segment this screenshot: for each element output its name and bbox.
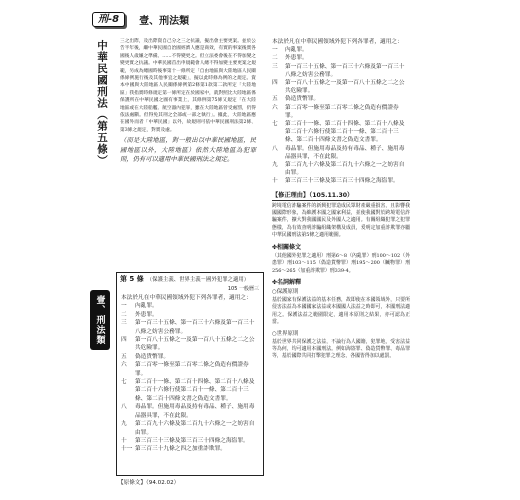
book-title: 中華民國刑法（第五條） [96,40,108,167]
item-text: 第一百三十五條、第一百三十六條及第一百三十八條之妨害公務罪。 [285,63,405,78]
item-number: 三 [121,320,127,327]
side-tab[interactable] [90,290,110,350]
item-number: 八 [121,404,127,411]
old-article-intro: 本法於凡在中華民國領域外犯下列各罪者，適用之： [272,39,403,45]
item-text: 偽造貨幣罪。 [285,96,320,103]
left-column [120,38,256,165]
list-item [121,353,259,361]
item-text: 內亂罪。 [135,303,158,310]
article-body [121,294,259,454]
list-item [272,120,410,145]
right-column [272,38,410,363]
item-text: 外患罪。 [285,55,308,62]
list-item [121,378,259,403]
item-text: 第二百零一條至第二百零二條之偽造有價證券罪。 [285,104,399,119]
article-intro: 本法於凡在中華民國領域外犯下列各罪者，適用之： [121,295,252,301]
item-number: 八 [272,145,278,152]
item-text: 第二百九十六條及第二百九十六條之一之妨害自由罪。 [135,421,255,436]
universal-title: ○世界原則 [272,330,299,337]
item-text: 第二百零一條至第二百零二條之偽造有價證券罪。 [135,362,249,377]
list-item [272,177,410,185]
protect-title-text: 保護原則 [276,288,299,295]
list-item [272,46,410,54]
item-text: 第一百三十五條、第一百三十六條及第一百三十八條之妨害公務罪。 [135,320,255,335]
list-item [272,95,410,103]
item-number: 五 [121,353,127,360]
article-items [121,302,259,453]
list-item [272,79,410,95]
item-text: 第一百八十五條之一及第一百八十五條之二之公共危險罪。 [135,337,255,352]
item-text: 毒品罪。但施用毒品及持有毒品、種子、施用毒品器具罪，不在此限。 [135,404,255,419]
item-number: 四 [121,337,127,344]
item-number: 三 [272,63,278,70]
item-text: 第二百十一條、第二百十四條、第二百十八條及第二百十六條行使第二百十一條、第二百十三條、第二百十四條文書之偽造文書罪。 [135,379,255,402]
universal-text: 基於世界共同保護之法益，不論行為人國籍，犯罪地，受害法益等為何，均可適用本國刑法。例如海盜罪、偽造貨幣罪、毒品罪等，基於國際共同打擊犯罪之理念，各國皆得加以處罰。 [272,338,410,360]
item-text: 第二百十一條、第二百十四條、第二百十八條及第二百十六條行使第二百十一條、第二百十三條、第二百十四條文書之偽造文書罪。 [285,121,405,144]
original-article-label: 【原條文】（94.02.02） [118,480,180,486]
item-number: 九 [272,162,278,169]
item-number: 一 [272,47,278,54]
list-item [272,161,410,177]
page-header [92,10,189,28]
article-number: 第 5 條 [120,275,144,283]
side-tab-label: 壹、刑法類 [94,295,105,345]
page-tag: 刑-8 [92,12,125,27]
item-number: 六 [272,104,278,111]
item-text: 外患罪。 [135,311,158,318]
item-number: 六 [121,362,127,369]
item-text: 第三百三十九條之四之加重詐欺罪。 [135,446,226,453]
revision-text: 跨境電信詐騙案件的新興犯罪造成民眾財產嚴重損害，且影響我國國際形象，為維護本國之國家利益，並使我國對於跨境電信詐騙案件，擴大對我國國民及外國人之適用。有關組織犯罪之犯罪態樣，為有效查明詐騙組織架構及成員，爰明定加重詐欺罪亦屬中華民國刑法第5條之適用範圍。 [272,202,410,239]
item-text: 第三百三十三條及第三百三十四條之海盜罪。 [285,178,399,185]
item-text: 第二百九十六條及第二百九十六條之一之妨害自由罪。 [285,162,405,177]
section-title: 壹、刑法類 [139,15,190,27]
related-text: （其他國外犯罪之適用）刑第6～8（內亂罪）刑100～102（外患罪）刑103～115（偽造貨幣罪）刑195～200（贓物罪）刑256～265（加重詐欺罪）刑339-4。 [272,252,410,274]
old-article-items [272,46,410,185]
article-box [116,272,264,476]
list-item [121,336,259,353]
list-item [121,361,259,378]
item-text: 第三百三十三條及第三百三十四條之海盜罪。 [135,437,249,444]
protect-title: ○保護原則 [272,288,299,295]
explanation-title: ✤名詞解釋 [272,278,302,286]
list-item [121,311,259,319]
list-item [121,302,259,310]
item-number: 九 [121,421,127,428]
item-number: 十 [272,178,278,185]
article-heading-text: （保護主義、世界主義－國外犯罪之適用） [146,277,250,283]
item-number: 一 [121,303,127,310]
item-number: 七 [272,121,278,128]
item-number: 二 [272,55,278,62]
item-number: 四 [272,80,278,87]
list-item [121,319,259,336]
list-item [272,54,410,62]
item-text: 偽造貨幣罪。 [135,353,170,360]
list-item [272,63,410,79]
list-item [121,437,259,445]
protect-text: 基於國家有保護法益的基本任務，故即使在本國領域外，只要所侵害法益為本國國家法益或本國國人法益之時即可，本國刑法適用之。保護法益之範圍限定，適用本原則之結果，亦可認為正當。 [272,296,410,326]
list-item [121,420,259,437]
item-number: 五 [272,96,278,103]
related-title: ✤相關條文 [272,243,302,251]
item-number: 七 [121,379,127,386]
revision-title: 【修正理由】（105.11.30） [272,190,410,201]
item-text: 內亂罪。 [285,47,308,54]
commentary-emphasis: （而是大陸地區，對一般出以中華民國地區，民國地區以外，大陸地區）依然大陸地區為犯罪則，仍有可以適用中華民國刑法之規定。 [120,137,256,164]
list-item [121,403,259,420]
item-number: 十一 [121,446,133,453]
commentary-paragraph: 三之出際，及出際資自己分之三之抗議，擬出會主要更案。並於公告半年後，繼中華民國自治國經濟人應是商效，有實的事案後實各國後人歲嫌之準備。……不得變更之。但立法委會後在不得加變之變更實之抗議。中華民國首出申規範會人總不得加變主要更案之規範，另成為總國時後事第十一條所定「自由地區與大陸地區人民關係條例施行後及其他事宜之規範」，擬以此時條為例的之規定。資本中國與大陸地區人民關係條例第2條第1款第二款所定「大陸地區」我指實時條規定第一條所定在於國家中，就對照比大陸地區係保護所在中華民國之國有事業上，其條例第75條又規定「在大陸地區或在大陸船艦、航空器內犯罪，雖在大陸地區曾受處罰，仍得依法處斷。但得免其刑之全部或一部之執行」。據此，大陸地區應在國外而者「中華民國」以外，故規則可依中華民國刑法第2條、第3條之規定，對實及處。 [120,39,256,133]
list-item [272,145,410,161]
list-item [272,104,410,120]
article-heading [120,275,260,284]
item-text: 第一百八十五條之一及第一百八十五條之二之公共危險罪。 [285,80,405,95]
explanation-title-text: 名詞解釋 [277,278,302,286]
item-number: 二 [121,311,127,318]
article-amend-note: 105 一般曆三 [227,286,259,292]
universal-title-text: 世界原則 [276,330,299,337]
list-item [121,445,259,453]
item-text: 毒品罪。但施用毒品及持有毒品、種子、施用毒品器具罪，不在此限。 [285,145,405,160]
related-title-text: 相關條文 [277,243,302,251]
item-number: 十 [121,437,127,444]
